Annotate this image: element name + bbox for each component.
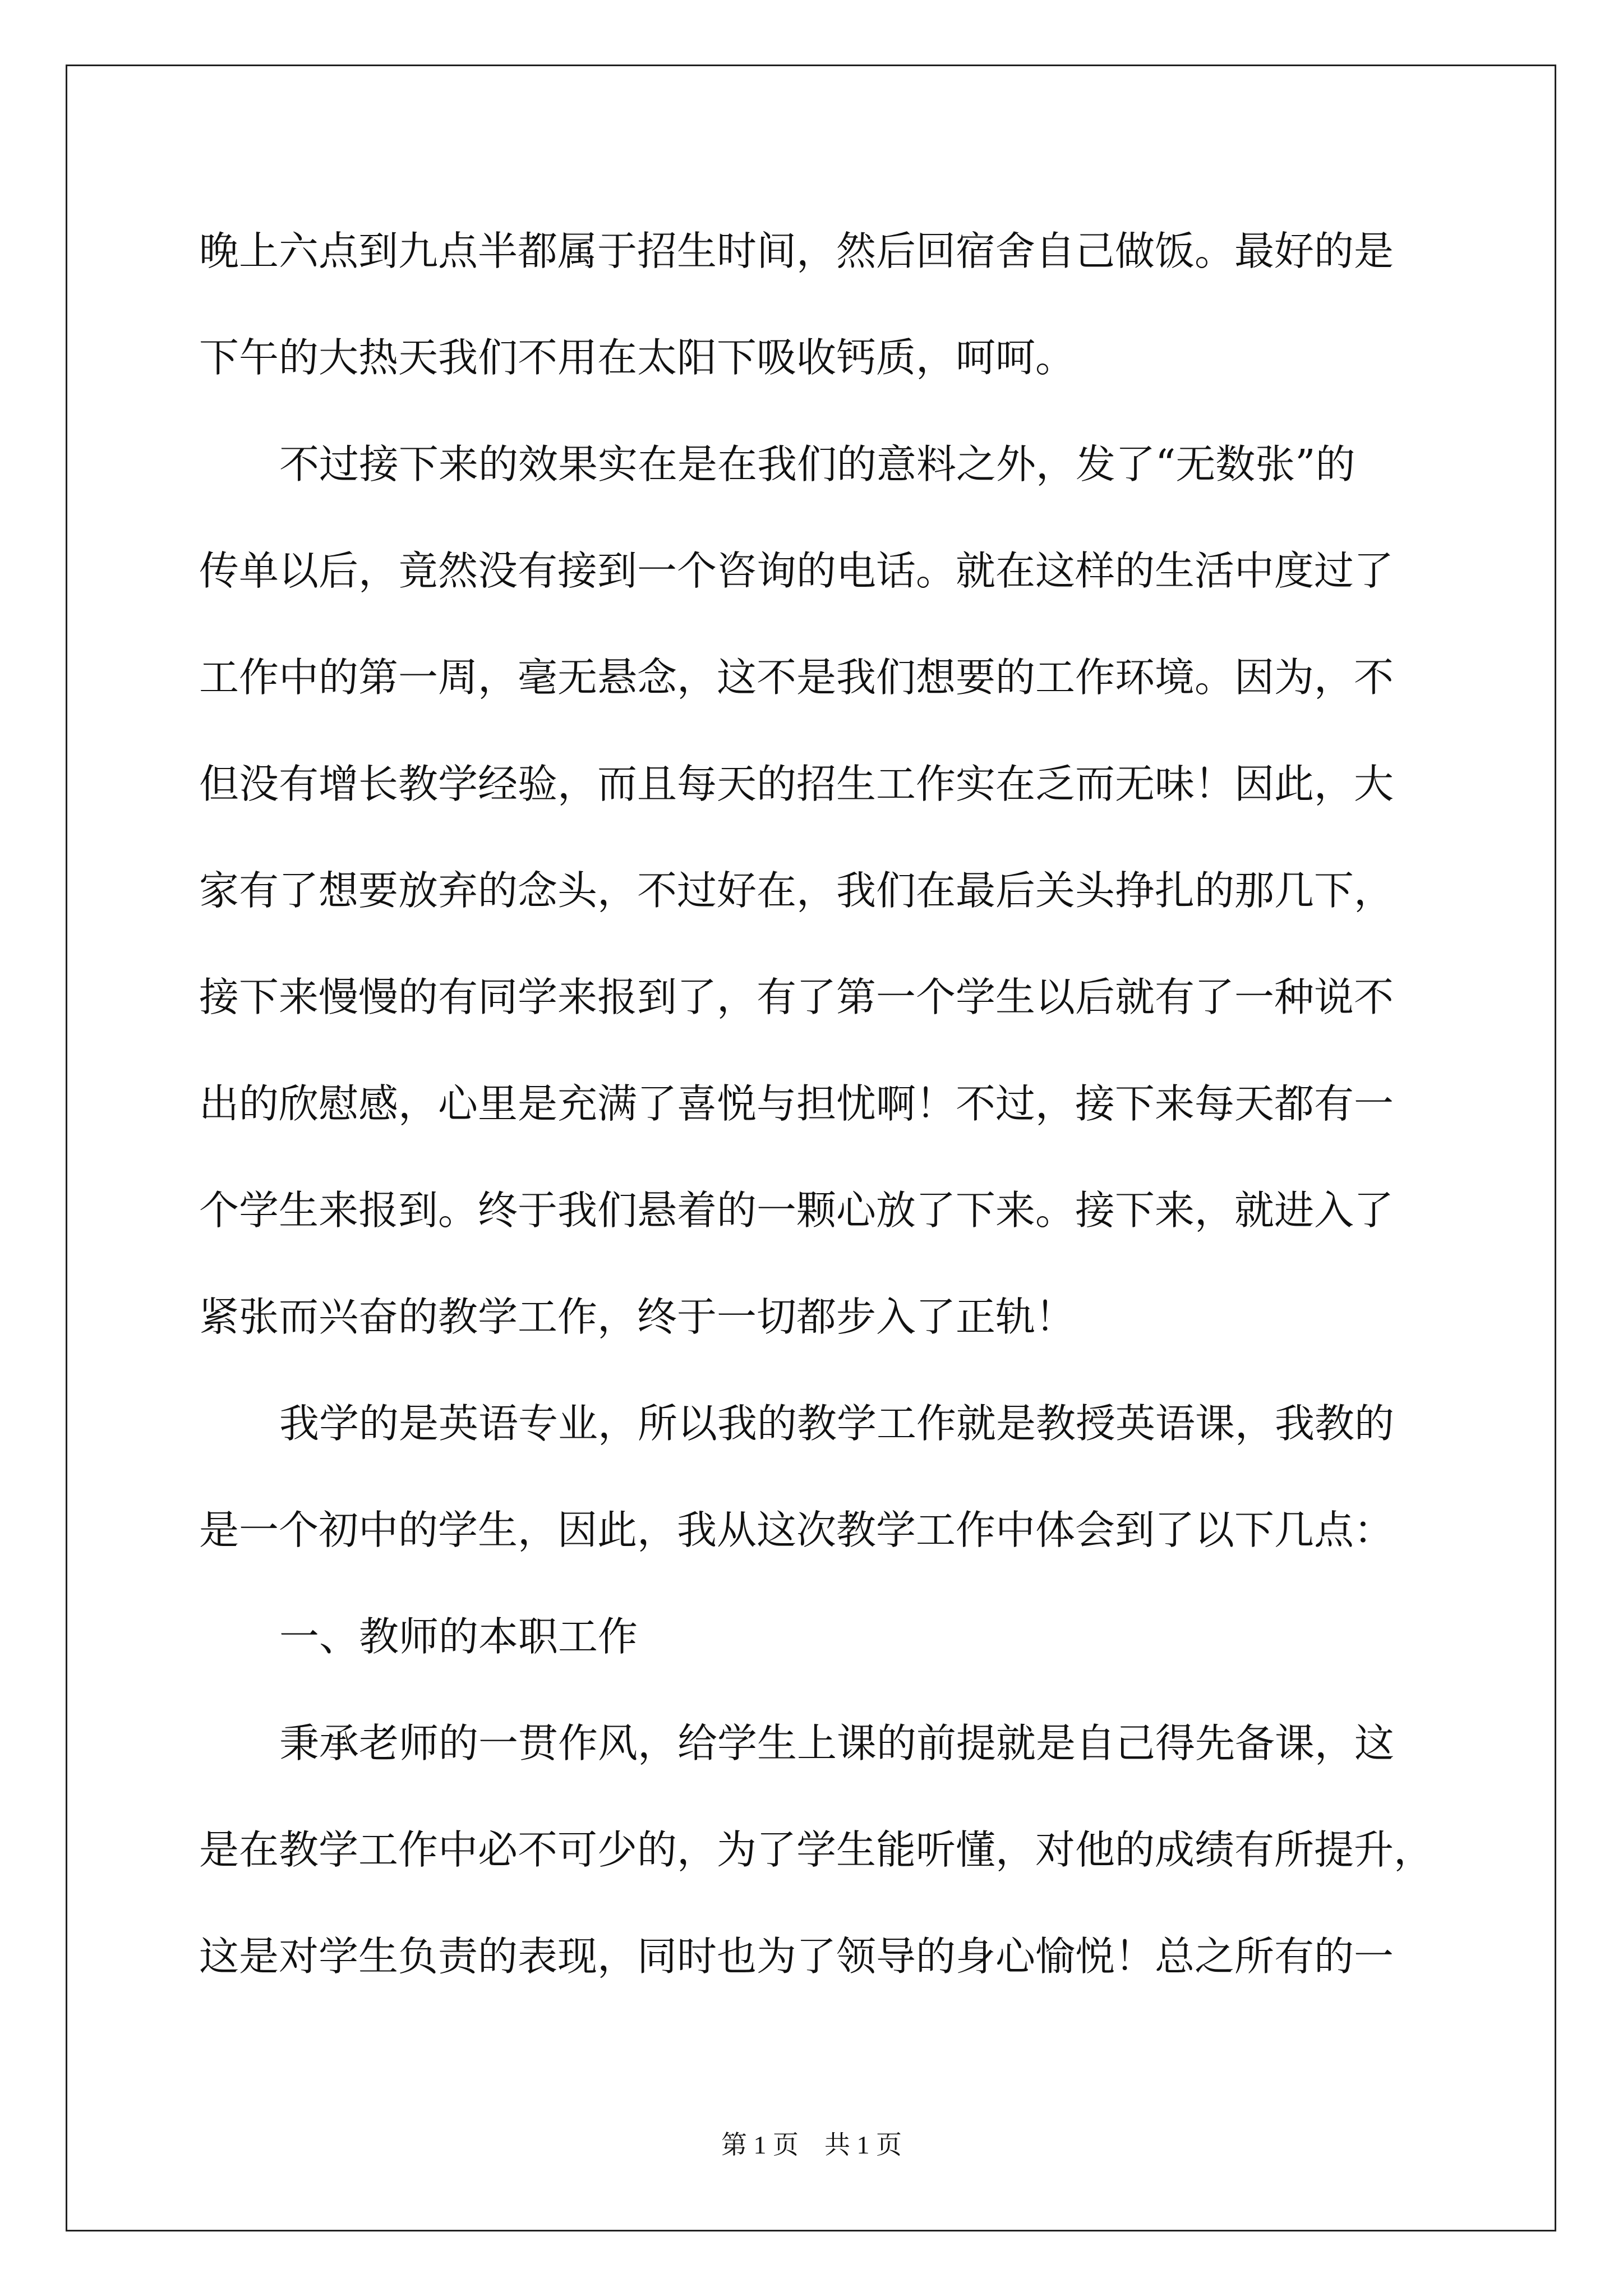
paragraph-first-line: 不过接下来的效果实在是在我们的意料之外，发了“无数张”的 [279, 441, 1355, 487]
section-heading: 一、教师的本职工作 [279, 1613, 638, 1660]
text-line: 出的欣慰感，心里是充满了喜悦与担忧啊！不过，接下来每天都有一 [199, 1080, 1394, 1127]
text-line: 工作中的第一周，毫无悬念，这不是我们想要的工作环境。因为，不 [199, 654, 1394, 701]
text-line: 家有了想要放弃的念头，不过好在，我们在最后关头挣扎的那几下， [199, 867, 1394, 914]
page-border [66, 65, 1556, 2231]
page-total: 共 1 页 [824, 2131, 902, 2159]
page-number: 第 1 页 [721, 2131, 799, 2159]
text-line: 传单以后，竟然没有接到一个咨询的电话。就在这样的生活中度过了 [199, 547, 1394, 594]
text-line: 个学生来报到。终于我们悬着的一颗心放了下来。接下来，就进入了 [199, 1187, 1394, 1234]
text-line: 下午的大热天我们不用在太阳下吸收钙质，呵呵。 [199, 334, 1076, 381]
text-line: 这是对学生负责的表现，同时也为了领导的身心愉悦！总之所有的一 [199, 1933, 1394, 1980]
paragraph-first-line: 我学的是英语专业，所以我的教学工作就是教授英语课，我教的 [279, 1400, 1395, 1447]
text-line: 紧张而兴奋的教学工作，终于一切都步入了正轨！ [199, 1294, 1076, 1340]
page-footer [0, 2128, 1623, 2162]
text-line: 晚上六点到九点半都属于招生时间，然后回宿舍自己做饭。最好的是 [199, 228, 1394, 274]
text-line: 接下来慢慢的有同学来报到了，有了第一个学生以后就有了一种说不 [199, 974, 1394, 1020]
text-line: 是一个初中的学生，因此，我从这次教学工作中体会到了以下几点： [199, 1507, 1394, 1553]
text-line: 但没有增长教学经验，而且每天的招生工作实在乏而无味！因此，大 [199, 761, 1394, 807]
paragraph-first-line: 秉承老师的一贯作风，给学生上课的前提就是自己得先备课，这 [279, 1720, 1395, 1766]
text-line: 是在教学工作中必不可少的，为了学生能听懂，对他的成绩有所提升， [199, 1826, 1434, 1873]
